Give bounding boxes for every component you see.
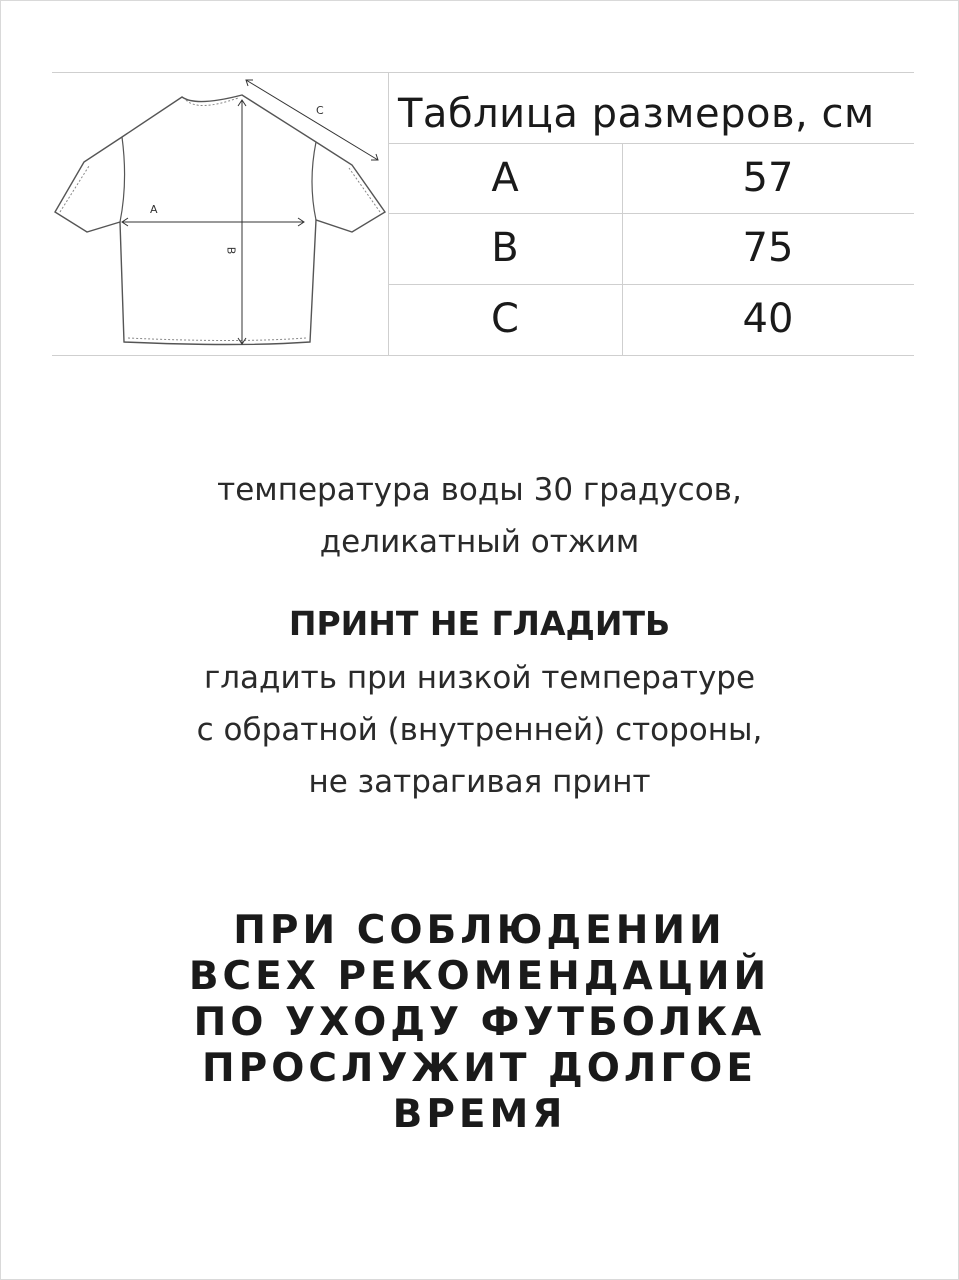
size-row-b-label: B: [491, 225, 519, 271]
closing-line-1: ПРИ СОБЛЮДЕНИИ: [233, 908, 726, 953]
size-row-a-value: 57: [742, 155, 794, 201]
diagram-label-b: B: [224, 246, 238, 255]
closing-line-2: ВСЕХ РЕКОМЕНДАЦИЙ: [188, 954, 771, 999]
care-instructions: [0, 464, 959, 568]
size-row-b-value: 75: [742, 225, 794, 271]
ironing-instruction-line-3: не затрагивая принт: [308, 764, 651, 800]
closing-message: [0, 908, 959, 1138]
closing-line-4: ПРОСЛУЖИТ ДОЛГОЕ: [202, 1046, 757, 1091]
tshirt-diagram: [52, 72, 388, 356]
diagram-label-a: A: [150, 203, 158, 216]
ironing-instructions: [0, 596, 959, 808]
closing-line-5: ВРЕМЯ: [392, 1092, 567, 1137]
ironing-instruction-line-1: гладить при низкой температуре: [203, 660, 756, 696]
size-chart: [52, 72, 914, 356]
table-row-rule-3: [388, 284, 914, 285]
print-warning-heading: ПРИНТ НЕ ГЛАДИТЬ: [288, 604, 671, 643]
size-row-a-label: A: [491, 155, 519, 201]
wash-instruction-line-1: температура воды 30 градусов,: [217, 472, 742, 508]
size-row-c-value: 40: [742, 296, 794, 342]
diagram-label-c: C: [316, 104, 324, 117]
ironing-instruction-line-2: с обратной (внутренней) стороны,: [196, 712, 763, 748]
size-row-c-label: C: [491, 296, 519, 342]
tshirt-outline-icon: [52, 72, 388, 356]
wash-instruction-line-2: деликатный отжим: [319, 524, 640, 560]
size-table-title: Таблица размеров, см: [398, 91, 875, 137]
closing-line-3: ПО УХОДУ ФУТБОЛКА: [193, 1000, 766, 1045]
table-row-rule-2: [388, 213, 914, 214]
